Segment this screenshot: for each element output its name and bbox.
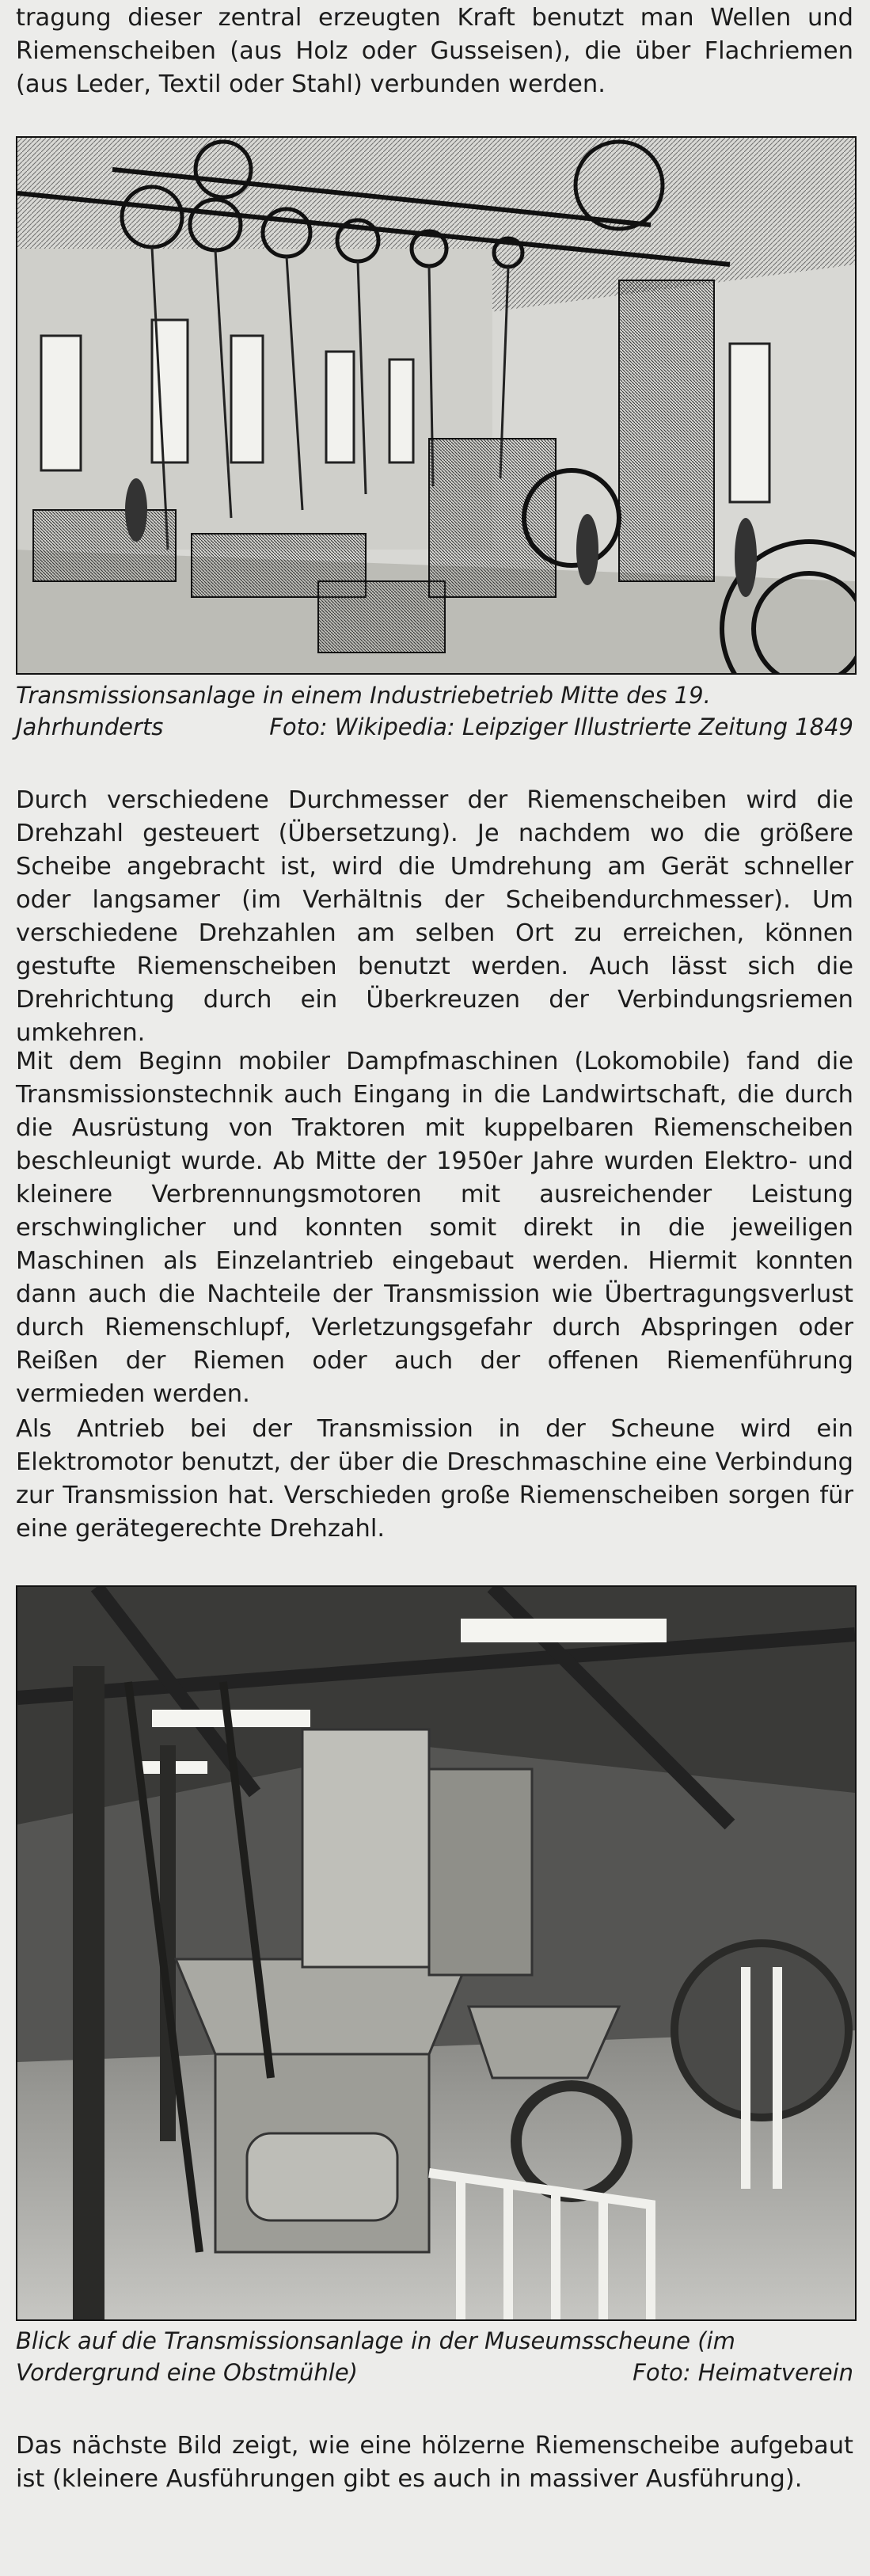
figure1-credit: Foto: Wikipedia: Leipziger Illustrierte Zeitung 1849 <box>269 713 853 740</box>
figure1-caption <box>16 679 853 743</box>
paragraph-barn-drive: Als Antrieb bei der Transmission in der Scheune wird ein Elektromotor benutzt, der über die Dreschmaschine eine Verbindung zur Transmission hat. Verschieden große Riemenscheiben sorgen für eine gerätegerechte Drehzahl. <box>16 1415 853 1543</box>
engraving-factory-transmission-image <box>16 136 857 675</box>
photo-museum-barn-transmission-image <box>16 1585 857 2321</box>
paragraph-agriculture: Mit dem Beginn mobiler Dampfmaschinen (Lokomobile) fand die Transmissionstechnik auch Eingang in die Landwirtschaft, die durch die Ausrüstung von Traktoren mit kuppelbaren Riemenscheiben beschleunigt wurde. Ab Mitte der 1950er Jahre wurden Elektro- und kleinere Verbrennungsmotoren mit ausreichender Leistung erschwinglicher und konnten somit direkt in die jeweiligen Maschinen als Einzelantrieb eingebaut werden. Hiermit konnten dann auch die Nachteile der Transmission wie Übertragungsverlust durch Riemenschlupf, Verletzungsgefahr durch Abspringen oder Reißen der Riemen oder auch der offenen Riemenführung vermieden werden. <box>16 1048 853 1408</box>
paragraph-intro: tragung dieser zentral erzeugten Kraft benutzt man Wellen und Riemenscheiben (aus Holz oder Gusseisen), die über Flachriemen (aus Leder, Textil oder Stahl) verbunden werden. <box>16 4 853 98</box>
paragraph-gearing: Durch verschiedene Durchmesser der Riemenscheiben wird die Drehzahl gesteuert (Übersetzung). Je nachdem wo die größere Scheibe angebracht ist, wird die Umdrehung am Gerät schneller oder langsamer (im Verhältnis der Scheibendurchmesser). Um verschiedene Drehzahlen am selben Ort zu erreichen, können gestufte Riemenscheiben benutzt werden. Auch lässt sich die Drehrichtung durch ein Überkreuzen der Verbindungsriemen umkehren. <box>16 786 853 1047</box>
paragraph-next-image: Das nächste Bild zeigt, wie eine hölzerne Riemenscheibe aufgebaut ist (kleinere Ausführungen gibt es auch in massiver Ausführung). <box>16 2432 853 2493</box>
figure2-credit: Foto: Heimatverein <box>633 2359 853 2386</box>
figure2-caption-text: Blick auf die Transmissionsanlage in der Museumsscheune (im Vordergrund eine Obstmühle) <box>16 2327 735 2386</box>
figure1-caption-text: Transmissionsanlage in einem Industriebetrieb Mitte des 19. Jahrhunderts <box>16 682 711 740</box>
figure2-caption <box>16 2325 853 2388</box>
